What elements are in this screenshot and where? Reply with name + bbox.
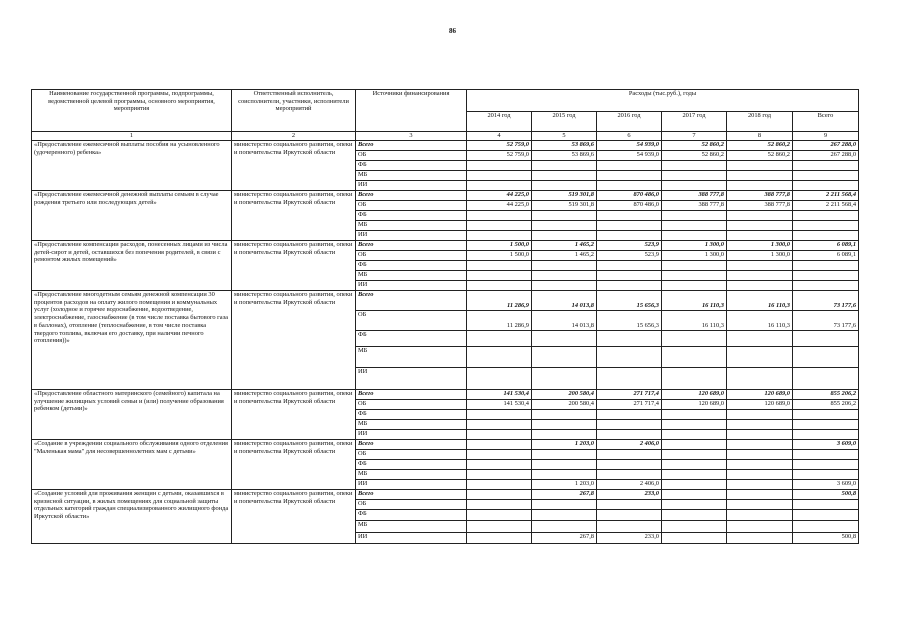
amount-cell: 1 300,0 (727, 241, 793, 251)
amount-cell (662, 261, 727, 271)
funding-source: Всего (356, 191, 467, 201)
amount-cell (727, 221, 793, 231)
amount-cell: 44 225,0 (467, 191, 532, 201)
executor-name: министерство социального развития, опеки и попечительства Иркутской области (232, 191, 356, 241)
amount-cell: 120 689,0 (662, 390, 727, 400)
measure-name: «Предоставление областного материнского (семейного) капитала на улучшение жилищных условий семьи и (или) получение образования ребенком (детьми)» (32, 390, 232, 440)
amount-cell: 500,8 (793, 533, 859, 544)
amount-cell (662, 480, 727, 490)
amount-cell: 2 406,0 (597, 440, 662, 450)
amount-cell (793, 231, 859, 241)
amount-cell (793, 211, 859, 221)
amount-cell: 1 500,0 (467, 251, 532, 261)
amount-cell (532, 261, 597, 271)
amount-cell (793, 521, 859, 533)
amount-cell (467, 420, 532, 430)
amount-cell: 519 301,8 (532, 191, 597, 201)
amount-cell (467, 460, 532, 470)
amount-cell: 200 580,4 (532, 400, 597, 410)
amount-cell: 16 110,3 (727, 291, 793, 311)
executor-name: министерство социального развития, опеки и попечительства Иркутской области (232, 440, 356, 490)
amount-cell (793, 410, 859, 420)
amount-cell (727, 521, 793, 533)
amount-cell: 52 860,2 (727, 141, 793, 151)
amount-cell: 523,9 (597, 241, 662, 251)
amount-cell (727, 470, 793, 480)
column-number: 2 (232, 132, 356, 141)
column-number: 8 (727, 132, 793, 141)
funding-source: ОБ (356, 400, 467, 410)
amount-cell: 53 869,6 (532, 151, 597, 161)
measure-name: «Предоставление компенсации расходов, понесенных лицами из числа детей-сирот и детей, оставшихся без попечения родителей, в связи с ремонтом жилых помещений» (32, 241, 232, 291)
amount-cell (532, 410, 597, 420)
amount-cell (532, 271, 597, 281)
amount-cell (662, 281, 727, 291)
amount-cell: 267,8 (532, 533, 597, 544)
header-year: 2014 год (467, 112, 532, 132)
header-year: Всего (793, 112, 859, 132)
amount-cell: 271 717,4 (597, 390, 662, 400)
budget-table (31, 89, 859, 544)
amount-cell (597, 521, 662, 533)
funding-source: МБ (356, 420, 467, 430)
amount-cell: 15 656,3 (597, 311, 662, 331)
funding-source: ОБ (356, 311, 467, 331)
amount-cell (793, 450, 859, 460)
amount-cell: 2 211 568,4 (793, 201, 859, 211)
amount-cell: 1 300,0 (662, 251, 727, 261)
amount-cell (467, 480, 532, 490)
amount-cell (597, 271, 662, 281)
amount-cell: 1 203,0 (532, 440, 597, 450)
funding-source: ИИ (356, 281, 467, 291)
amount-cell (532, 331, 597, 347)
amount-cell: 3 609,0 (793, 440, 859, 450)
amount-cell: 141 530,4 (467, 400, 532, 410)
header-source: Источники финансирования (356, 90, 467, 132)
amount-cell (662, 500, 727, 510)
funding-source: ФБ (356, 331, 467, 347)
amount-cell (467, 171, 532, 181)
amount-cell (467, 347, 532, 368)
amount-cell (662, 221, 727, 231)
executor-name: министерство социального развития, опеки и попечительства Иркутской области (232, 291, 356, 390)
amount-cell (662, 533, 727, 544)
amount-cell: 120 689,0 (727, 390, 793, 400)
amount-cell (467, 181, 532, 191)
amount-cell (793, 470, 859, 480)
funding-source: МБ (356, 470, 467, 480)
amount-cell (467, 490, 532, 500)
amount-cell: 271 717,4 (597, 400, 662, 410)
amount-cell (727, 480, 793, 490)
column-number: 1 (32, 132, 232, 141)
measure-name: «Создание в учреждении социального обслуживания одного отделения "Маленькая мама" для несовершеннолетних мам с детьми» (32, 440, 232, 490)
amount-cell (532, 221, 597, 231)
amount-cell (727, 490, 793, 500)
funding-source: ОБ (356, 450, 467, 460)
amount-cell: 1 300,0 (727, 251, 793, 261)
amount-cell (793, 500, 859, 510)
amount-cell (467, 368, 532, 390)
amount-cell (793, 271, 859, 281)
amount-cell: 388 777,8 (662, 201, 727, 211)
amount-cell (727, 440, 793, 450)
amount-cell: 44 225,0 (467, 201, 532, 211)
amount-cell (532, 521, 597, 533)
amount-cell: 52 860,2 (727, 151, 793, 161)
amount-cell: 519 301,8 (532, 201, 597, 211)
table-row (32, 241, 859, 251)
amount-cell: 54 939,0 (597, 141, 662, 151)
amount-cell (597, 261, 662, 271)
measure-name: «Предоставление ежемесячной выплаты пособия на усыновленного (удочеренного) ребенка» (32, 141, 232, 191)
funding-source: МБ (356, 521, 467, 533)
funding-source: ИИ (356, 480, 467, 490)
amount-cell (597, 510, 662, 521)
amount-cell (662, 460, 727, 470)
amount-cell (467, 521, 532, 533)
funding-source: Всего (356, 241, 467, 251)
amount-cell: 1 203,0 (532, 480, 597, 490)
amount-cell (597, 181, 662, 191)
amount-cell: 267 288,0 (793, 151, 859, 161)
amount-cell (662, 420, 727, 430)
amount-cell (532, 161, 597, 171)
amount-cell (727, 460, 793, 470)
amount-cell (793, 181, 859, 191)
amount-cell (532, 171, 597, 181)
funding-source: Всего (356, 490, 467, 500)
amount-cell (597, 420, 662, 430)
amount-cell: 120 689,0 (727, 400, 793, 410)
funding-source: МБ (356, 271, 467, 281)
amount-cell (467, 271, 532, 281)
amount-cell: 200 580,4 (532, 390, 597, 400)
amount-cell (532, 510, 597, 521)
amount-cell (597, 221, 662, 231)
amount-cell: 1 300,0 (662, 241, 727, 251)
amount-cell (467, 440, 532, 450)
amount-cell (793, 331, 859, 347)
table-row (32, 191, 859, 201)
measure-name: «Предоставление ежемесячной денежной выплаты семьям в случае рождения третьего или последующих детей» (32, 191, 232, 241)
amount-cell (532, 460, 597, 470)
funding-source: Всего (356, 390, 467, 400)
amount-cell (597, 347, 662, 368)
amount-cell: 15 656,3 (597, 291, 662, 311)
amount-cell (467, 211, 532, 221)
header-executor: Ответственный исполнитель, соисполнители, участники, исполнители мероприятий (232, 90, 356, 132)
funding-source: ОБ (356, 251, 467, 261)
amount-cell (467, 410, 532, 420)
funding-source: ФБ (356, 460, 467, 470)
amount-cell: 3 609,0 (793, 480, 859, 490)
amount-cell (727, 171, 793, 181)
funding-source: ФБ (356, 510, 467, 521)
amount-cell: 6 089,1 (793, 241, 859, 251)
amount-cell: 14 013,8 (532, 311, 597, 331)
amount-cell (662, 271, 727, 281)
amount-cell (597, 430, 662, 440)
amount-cell (467, 221, 532, 231)
table-row (32, 291, 859, 311)
amount-cell (597, 410, 662, 420)
column-number: 4 (467, 132, 532, 141)
amount-cell (727, 161, 793, 171)
funding-source: ИИ (356, 181, 467, 191)
funding-source: Всего (356, 291, 467, 311)
funding-source: ОБ (356, 201, 467, 211)
amount-cell: 1 465,2 (532, 241, 597, 251)
amount-cell (532, 420, 597, 430)
amount-cell: 53 869,6 (532, 141, 597, 151)
amount-cell: 870 486,0 (597, 191, 662, 201)
amount-cell: 2 211 568,4 (793, 191, 859, 201)
amount-cell (727, 500, 793, 510)
amount-cell (662, 211, 727, 221)
amount-cell: 388 777,8 (662, 191, 727, 201)
measure-name: «Предоставление многодетным семьям денежной компенсации 30 процентов расходов на оплату жилого помещения и коммунальных услуг (холодное и горячее водоснабжение, водоотведение, электроснабжение, газоснабжение (в том числе поставка бытового газа в баллонах), отопление (теплоснабжение, в том числе поставка твердого топлива, включая его доставку, при наличии печного отопления))» (32, 291, 232, 390)
amount-cell: 388 777,8 (727, 201, 793, 211)
funding-source: ФБ (356, 211, 467, 221)
amount-cell (662, 231, 727, 241)
amount-cell: 120 689,0 (662, 400, 727, 410)
amount-cell: 16 110,3 (662, 291, 727, 311)
table-row (32, 390, 859, 400)
amount-cell (597, 460, 662, 470)
amount-cell: 855 206,2 (793, 390, 859, 400)
funding-source: Всего (356, 440, 467, 450)
funding-source: ФБ (356, 410, 467, 420)
amount-cell (532, 281, 597, 291)
amount-cell: 14 013,8 (532, 291, 597, 311)
amount-cell (727, 231, 793, 241)
header-program: Наименование государственной программы, подпрограммы, ведомственной целевой программы, основного мероприятия, мероприятия (32, 90, 232, 132)
amount-cell (727, 533, 793, 544)
header-expenses: Расходы (тыс.руб.), годы (467, 90, 859, 112)
executor-name: министерство социального развития, опеки и попечительства Иркутской области (232, 241, 356, 291)
column-number: 5 (532, 132, 597, 141)
amount-cell (467, 470, 532, 480)
amount-cell (532, 231, 597, 241)
funding-source: ИИ (356, 368, 467, 390)
executor-name: министерство социального развития, опеки и попечительства Иркутской области (232, 390, 356, 440)
amount-cell (532, 347, 597, 368)
amount-cell (597, 368, 662, 390)
amount-cell (467, 231, 532, 241)
amount-cell (727, 368, 793, 390)
amount-cell (467, 510, 532, 521)
amount-cell (467, 533, 532, 544)
amount-cell (597, 161, 662, 171)
amount-cell: 1 465,2 (532, 251, 597, 261)
amount-cell (662, 181, 727, 191)
amount-cell (662, 368, 727, 390)
amount-cell: 1 500,0 (467, 241, 532, 251)
amount-cell: 16 110,3 (727, 311, 793, 331)
funding-source: МБ (356, 171, 467, 181)
amount-cell (467, 430, 532, 440)
amount-cell: 11 286,9 (467, 311, 532, 331)
amount-cell (467, 261, 532, 271)
amount-cell: 54 939,0 (597, 151, 662, 161)
amount-cell (793, 347, 859, 368)
amount-cell (597, 171, 662, 181)
amount-cell (727, 281, 793, 291)
amount-cell (467, 331, 532, 347)
amount-cell (597, 211, 662, 221)
amount-cell (793, 281, 859, 291)
table-row (32, 440, 859, 450)
amount-cell: 500,8 (793, 490, 859, 500)
amount-cell (793, 430, 859, 440)
amount-cell: 52 860,2 (662, 151, 727, 161)
amount-cell (662, 450, 727, 460)
amount-cell (662, 490, 727, 500)
amount-cell (532, 500, 597, 510)
amount-cell (532, 430, 597, 440)
column-number: 6 (597, 132, 662, 141)
amount-cell (662, 521, 727, 533)
table-row (32, 490, 859, 500)
amount-cell (727, 271, 793, 281)
amount-cell (793, 171, 859, 181)
amount-cell (662, 470, 727, 480)
amount-cell (662, 430, 727, 440)
amount-cell (793, 368, 859, 390)
amount-cell (727, 211, 793, 221)
amount-cell (662, 440, 727, 450)
amount-cell (662, 510, 727, 521)
amount-cell (597, 450, 662, 460)
amount-cell (793, 510, 859, 521)
amount-cell: 16 110,3 (662, 311, 727, 331)
amount-cell (532, 181, 597, 191)
amount-cell (467, 161, 532, 171)
measure-name: «Создание условий для проживания женщин с детьми, оказавшихся в кризисной ситуации, в жилых помещениях для социальной защиты отдельных категорий граждан специализированного жилищного фонда Иркутской области» (32, 490, 232, 544)
page-number: 86 (449, 27, 456, 35)
amount-cell (597, 331, 662, 347)
amount-cell (793, 261, 859, 271)
amount-cell: 267 288,0 (793, 141, 859, 151)
funding-source: ИИ (356, 533, 467, 544)
amount-cell (662, 410, 727, 420)
column-number: 7 (662, 132, 727, 141)
amount-cell: 388 777,8 (727, 191, 793, 201)
amount-cell (727, 420, 793, 430)
amount-cell: 52 759,0 (467, 141, 532, 151)
amount-cell (727, 181, 793, 191)
funding-source: ФБ (356, 261, 467, 271)
header-year: 2016 год (597, 112, 662, 132)
funding-source: ОБ (356, 500, 467, 510)
funding-source: ОБ (356, 151, 467, 161)
amount-cell (467, 281, 532, 291)
header-year: 2015 год (532, 112, 597, 132)
amount-cell (662, 347, 727, 368)
funding-source: ИИ (356, 231, 467, 241)
funding-source: МБ (356, 347, 467, 368)
amount-cell (727, 430, 793, 440)
amount-cell (532, 450, 597, 460)
column-number: 9 (793, 132, 859, 141)
amount-cell (727, 347, 793, 368)
amount-cell: 870 486,0 (597, 201, 662, 211)
amount-cell (793, 221, 859, 231)
amount-cell (597, 470, 662, 480)
amount-cell (727, 261, 793, 271)
table-row (32, 141, 859, 151)
amount-cell (793, 460, 859, 470)
amount-cell (597, 231, 662, 241)
amount-cell: 6 089,1 (793, 251, 859, 261)
amount-cell (467, 450, 532, 460)
amount-cell (727, 450, 793, 460)
funding-source: Всего (356, 141, 467, 151)
amount-cell (532, 368, 597, 390)
amount-cell (727, 510, 793, 521)
amount-cell: 73 177,6 (793, 291, 859, 311)
amount-cell (662, 161, 727, 171)
amount-cell: 141 530,4 (467, 390, 532, 400)
amount-cell (597, 500, 662, 510)
funding-source: ИИ (356, 430, 467, 440)
amount-cell: 52 860,2 (662, 141, 727, 151)
amount-cell: 233,0 (597, 490, 662, 500)
amount-cell (532, 211, 597, 221)
amount-cell (532, 470, 597, 480)
amount-cell: 855 206,2 (793, 400, 859, 410)
amount-cell (793, 420, 859, 430)
amount-cell: 233,0 (597, 533, 662, 544)
column-number: 3 (356, 132, 467, 141)
amount-cell: 267,8 (532, 490, 597, 500)
funding-source: МБ (356, 221, 467, 231)
amount-cell: 2 406,0 (597, 480, 662, 490)
executor-name: министерство социального развития, опеки и попечительства Иркутской области (232, 141, 356, 191)
amount-cell: 523,9 (597, 251, 662, 261)
amount-cell (662, 171, 727, 181)
header-year: 2018 год (727, 112, 793, 132)
amount-cell: 73 177,6 (793, 311, 859, 331)
amount-cell (597, 281, 662, 291)
header-year: 2017 год (662, 112, 727, 132)
funding-source: ФБ (356, 161, 467, 171)
amount-cell: 52 759,0 (467, 151, 532, 161)
amount-cell (467, 500, 532, 510)
amount-cell (727, 410, 793, 420)
amount-cell: 11 286,9 (467, 291, 532, 311)
amount-cell (727, 331, 793, 347)
executor-name: министерство социального развития, опеки и попечительства Иркутской области (232, 490, 356, 544)
amount-cell (793, 161, 859, 171)
amount-cell (662, 331, 727, 347)
